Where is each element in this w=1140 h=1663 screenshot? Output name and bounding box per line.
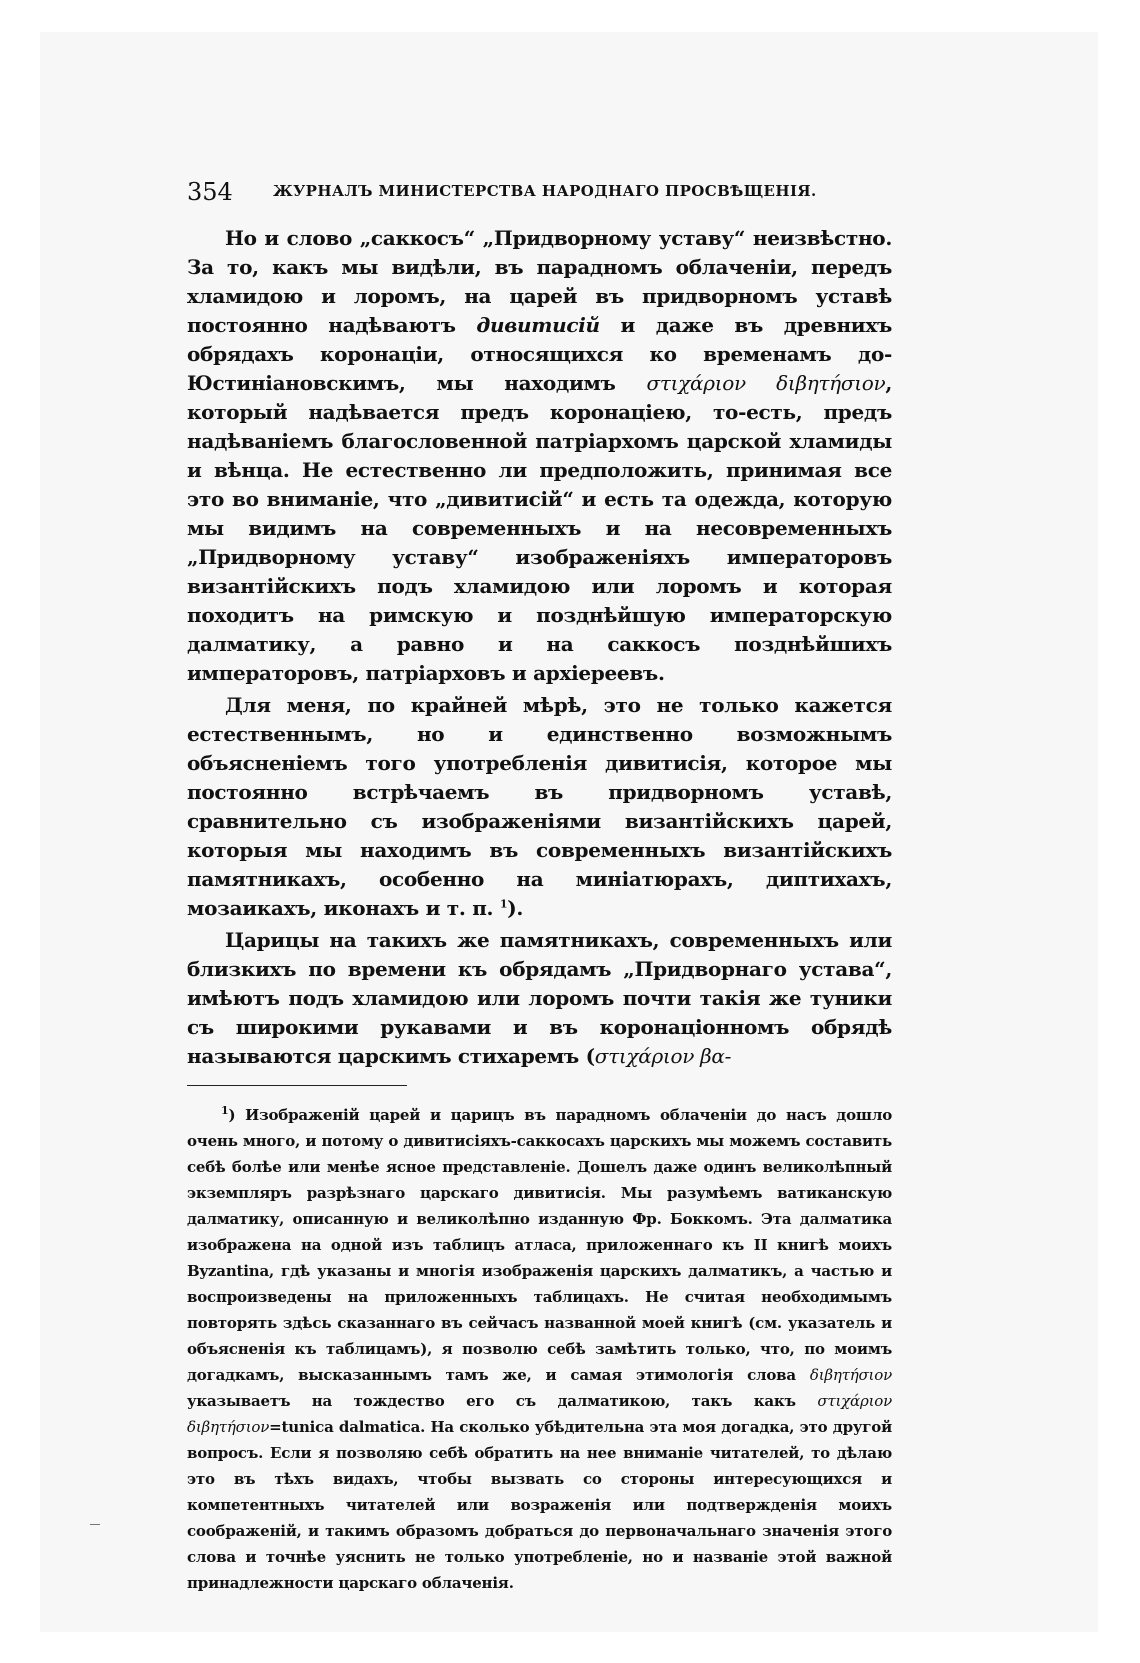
- paragraph-1-italic-1: дивитисій: [476, 313, 600, 337]
- footnote-text-1: ) Изображеній царей и царицъ въ парадномъ облаченіи до насъ дошло очень много, и потому о дивитисіяхъ-саккосахъ царскихъ мы можемъ составить себѣ болѣе или менѣе ясное представленіе. Дошелъ даже одинъ великолѣпный экземпляръ разрѣзнаго царскаго дивитисія. Мы разумѣемъ ватиканскую далматику, описанную и великолѣпно изданную Фр. Боккомъ. Эта далматика изображена на одной изъ таблицъ атласа, приложеннаго къ II книгѣ моихъ Byzantina, гдѣ указаны и многія изображенія царскихъ далматикъ, а частью и воспроизведены на приложенныхъ таблицахъ. Не считая необходимымъ повторять здѣсь сказаннаго въ сейчасъ названной моей книгѣ (см. указатель и объясненія къ таблицамъ), я позволю себѣ замѣтить только, что, по моимъ догадкамъ, высказаннымъ тамъ же, и самая этимологія слова: [187, 1106, 892, 1384]
- paragraph-1: [187, 224, 892, 688]
- footnote-reference[interactable]: 1: [499, 897, 508, 911]
- paragraph-3-greek-1: στιχάριον βα-: [594, 1044, 732, 1068]
- footnote-greek-2: στιχάριον διβητήσιον: [187, 1392, 892, 1436]
- page-number: 354: [187, 178, 233, 206]
- paragraph-1-text-1: Но и слово „саккосъ“ „Придворному уставу“ неизвѣстно. За то, какъ мы видѣли, въ парадномъ облаченіи, передъ хламидою и лоромъ, на царей въ придворномъ уставѣ постоянно надѣваютъ: [187, 226, 892, 337]
- running-title: ЖУРНАЛЪ МИНИСТЕРСТВА НАРОДНАГО ПРОСВѢЩЕНІЯ.: [273, 182, 817, 200]
- page-header: [187, 178, 892, 208]
- footnote-marker: 1: [221, 1104, 229, 1117]
- footnote-text-2: указываетъ на тождество его съ далматикою, такъ какъ: [187, 1392, 818, 1410]
- paragraph-1-text-2: и даже въ древнихъ обрядахъ коронаціи, относящихся ко временамъ до-Юстиніановскимъ, мы находимъ: [187, 313, 892, 395]
- paragraph-3-text-1: Царицы на такихъ же памятникахъ, современныхъ или близкихъ по времени къ обрядамъ „Придворнаго устава“, имѣютъ подъ хламидою или лоромъ почти такія же туники съ широкими рукавами и въ коронаціонномъ обрядѣ называются царскимъ стихаремъ (: [187, 928, 892, 1068]
- page-content: [187, 178, 892, 1596]
- footnote: [187, 1102, 892, 1596]
- footnote-greek-1: διβητήσιον: [809, 1366, 892, 1384]
- paragraph-2-text-1: Для меня, по крайней мѣрѣ, это не только кажется естественнымъ, но и единственно возможнымъ объясненіемъ того употребленія дивитисія, которое мы постоянно встрѣчаемъ въ придворномъ уставѣ, сравнительно съ изображеніями византійскихъ царей, которыя мы находимъ въ современныхъ византійскихъ памятникахъ, особенно на миніатюрахъ, диптихахъ, мозаикахъ, иконахъ и т. п.: [187, 693, 892, 920]
- footnote-text-3: =tunica dalmatica. На сколько убѣдительна эта моя догадка, это другой вопросъ. Если я позволяю себѣ обратить на нее вниманіе читателей, то дѣлаю это въ тѣхъ видахъ, чтобы вызвать со стороны интересующихся и компетентныхъ читателей или возраженія или подтвержденія моихъ соображеній, и такимъ образомъ добраться до первоначальнаго значенія этого слова и точнѣе уяснить не только употребленіе, но и названіе этой важной принадлежности царскаго облаченія.: [187, 1418, 892, 1592]
- paragraph-2-text-2: ).: [507, 896, 524, 920]
- paragraph-3: [187, 926, 892, 1071]
- paragraph-1-text-3: , который надѣвается предъ коронаціею, то-есть, предъ надѣваніемъ благословенной патріархомъ царской хламиды и вѣнца. Не естественно ли предположить, принимая все это во вниманіе, что „дивитисій“ и есть та одежда, которую мы видимъ на современныхъ и на несовременныхъ „Придворному уставу“ изображеніяхъ императоровъ византійскихъ подъ хламидою или лоромъ и которая походитъ на римскую и позднѣйшую императорскую далматику, а равно и на саккосъ позднѣйшихъ императоровъ, патріарховъ и архіереевъ.: [187, 371, 893, 685]
- footnote-divider: [187, 1085, 407, 1086]
- paragraph-2: [187, 691, 892, 923]
- margin-mark: [90, 1524, 100, 1525]
- paragraph-1-greek-1: στιχάριον διβητήσιον: [646, 371, 886, 395]
